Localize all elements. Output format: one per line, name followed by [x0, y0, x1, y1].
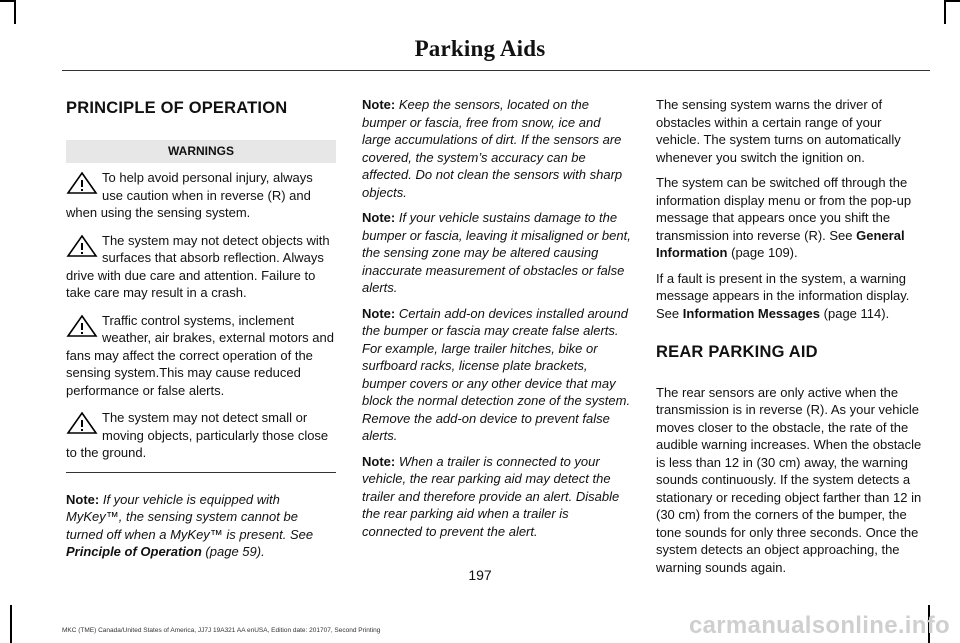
crop-mark [944, 0, 946, 24]
note-paragraph [362, 453, 632, 541]
section-heading: REAR PARKING AID [656, 343, 818, 361]
warning-item [66, 312, 336, 400]
warning-triangle-icon [66, 234, 98, 258]
note-label: Note: [66, 491, 100, 507]
column-middle [362, 96, 632, 548]
warnings-divider [66, 472, 336, 473]
warning-text: Traffic control systems, inclement weather, air brakes, external motors and fans may affect the correct operation of the sensing system.This may cause reduced performance or false alerts. [66, 312, 334, 398]
column-right [656, 96, 926, 584]
warning-text: The system may not detect small or moving objects, particularly those close to the ground. [66, 410, 329, 460]
note-paragraph [362, 305, 632, 445]
warning-triangle-icon [66, 411, 98, 435]
watermark: carmanualsonline.info [688, 612, 950, 639]
page-number: 197 [468, 567, 492, 583]
cross-reference-link[interactable]: Information Messages [682, 305, 821, 321]
crop-mark [946, 0, 960, 2]
crop-mark [14, 0, 16, 24]
warning-triangle-icon [66, 314, 98, 338]
crop-mark [0, 0, 14, 2]
note-paragraph [362, 96, 632, 201]
page-reference: (page 109). [731, 245, 798, 260]
page-reference: (page 114). [823, 305, 890, 321]
note-label: Note: [362, 210, 396, 225]
note-label: Note: [362, 453, 396, 469]
footer-edition-text: MKC (TME) Canada/United States of America, JJ7J 19A321 AA enUSA, Edition date: 201707, Second Printing [62, 627, 381, 634]
warnings-header: WARNINGS [66, 140, 336, 164]
note-text: If your vehicle sustains damage to the bumper or fascia, leaving it misaligned or bent, the sensing zone may be altered causing inaccurate measurement of obstacles or false alerts. [362, 210, 631, 295]
note-paragraph [66, 491, 336, 561]
body-paragraph: The sensing system warns the driver of obstacles within a certain range of your vehicle. The system turns on automatically whenever you switch the ignition on. [656, 97, 901, 165]
cross-reference-link[interactable]: General Information [656, 227, 905, 260]
warning-text: The system may not detect objects with surfaces that absorb reflection. Always drive with due care and attention. Failure to take care may result in a crash. [66, 232, 330, 300]
page-reference: (page 59). [205, 544, 265, 559]
note-text: If your vehicle is equipped with MyKey™, the sensing system cannot be turned off when a MyKey™ is present. See [66, 491, 314, 542]
body-text: The system can be switched off through the information display menu or from the pop-up message that appears once you shift the transmission into reverse (R). See [656, 175, 912, 243]
header-divider [62, 70, 930, 71]
body-paragraph [656, 174, 926, 262]
warning-item [66, 232, 336, 302]
warning-triangle-icon [66, 171, 98, 195]
page-header-title: Parking Aids [414, 36, 546, 61]
note-paragraph [362, 209, 632, 297]
body-paragraph: The rear sensors are only active when the transmission is in reverse (R). As your vehicle moves closer to the obstacle, the rate of the audible warning increases. When the obstacle is less than 12 in (30 cm) away, the warning sounds continuously. If the system detects a stationary or receding object farther than 12 in (30 cm) from the corners of the bumper, the tone sounds for only three seconds. Once the system detects an object approaching, the warning sounds again. [656, 384, 922, 575]
note-text: Keep the sensors, located on the bumper or fascia, free from snow, ice and large accumulations of dirt. If the sensors are covered, the system’s accuracy can be affected. Do not clean the sensors with sharp objects. [362, 97, 623, 200]
cross-reference-link[interactable]: Principle of Operation [66, 544, 202, 559]
body-paragraph [656, 270, 926, 323]
column-left [66, 96, 336, 569]
note-label: Note: [362, 97, 396, 112]
warning-item [66, 409, 336, 462]
warning-text: To help avoid personal injury, always use caution when in reverse (R) and when using the sensing system. [66, 170, 313, 220]
body-text: If a fault is present in the system, a warning message appears in the information display. See [656, 270, 910, 321]
note-text: When a trailer is connected to your vehicle, the rear parking aid may detect the trailer and therefore provide an alert. Disable the rear parking aid when a trailer is connected to prevent the alert. [362, 453, 620, 539]
crop-mark [10, 605, 12, 643]
note-text: Certain add-on devices installed around the bumper or fascia may create false alerts. For example, large trailer hitches, bike or surfboard racks, license plate brackets, bumper covers or any other device that may block the normal detection zone of the system. Remove the add-on device to prevent false alerts. [362, 305, 631, 443]
warning-item [66, 169, 336, 222]
section-heading: PRINCIPLE OF OPERATION [66, 99, 288, 117]
note-label: Note: [362, 305, 396, 321]
